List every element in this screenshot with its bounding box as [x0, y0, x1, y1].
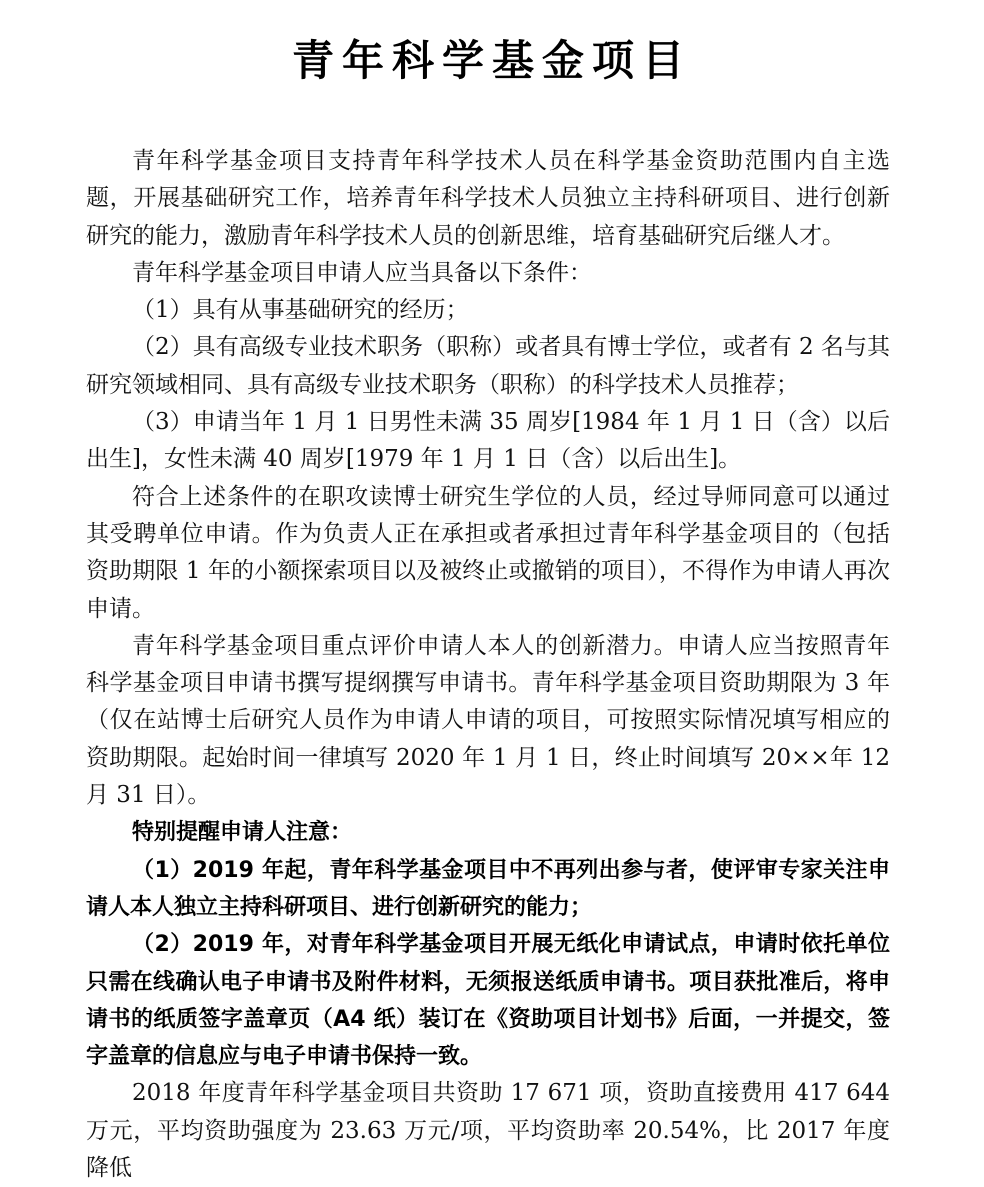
notice-heading: 特别提醒申请人注意： — [132, 820, 353, 846]
page-title: 青年科学基金项目 — [291, 36, 692, 85]
condition-item-3: （3）申请当年 1 月 1 日男性未满 35 周岁[1984 年 1 月 1 日（含）以后出生]，女性未满 40 周岁[1979 年 1 月 1 日（含）以后出生]。 — [86, 409, 890, 473]
intro-paragraph: 青年科学基金项目支持青年科学技术人员在科学基金资助范围内自主选题，开展基础研究工作，培养青年科学技术人员独立主持科研项目、进行创新研究的能力，激励青年科学技术人员的创新思维，培育基础研究后继人才。 — [86, 148, 890, 249]
condition-item-1: （1）具有从事基础研究的经历； — [132, 297, 469, 324]
condition-item-2: （2）具有高级专业技术职务（职称）或者具有博士学位，或者有 2 名与其研究领域相同、具有高级专业技术职务（职称）的科学技术人员推荐； — [86, 334, 890, 398]
notice-item-1: （1）2019 年起，青年科学基金项目中不再列出参与者，使评审专家关注申请人本人独立主持科研项目、进行创新研究的能力； — [86, 857, 890, 920]
evaluation-paragraph: 青年科学基金项目重点评价申请人本人的创新潜力。申请人应当按照青年科学基金项目申请书撰写提纲撰写申请书。青年科学基金项目资助期限为 3 年（仅在站博士后研究人员作为申请人申请的项目，可按照实际情况填写相应的资助期限。起始时间一律填写 2020 年 1 月 1 日，终止时间填写 20××年 12 月 31 日）。 — [86, 632, 890, 809]
conditions-heading: 青年科学基金项目申请人应当具备以下条件： — [132, 259, 592, 286]
document-body — [86, 143, 890, 1187]
statistics-paragraph: 2018 年度青年科学基金项目共资助 17 671 项，资助直接费用 417 644 万元，平均资助强度为 23.63 万元/项，平均资助率 20.54%，比 2017 年度降低 — [86, 1080, 890, 1182]
notice-item-2: （2）2019 年，对青年科学基金项目开展无纸化申请试点，申请时依托单位只需在线确认电子申请书及附件材料，无须报送纸质申请书。项目获批准后，将申请书的纸质签字盖章页（A4 纸）装订在《资助项目计划书》后面，一并提交，签字盖章的信息应与电子申请书保持一致。 — [86, 932, 890, 1070]
eligibility-paragraph: 符合上述条件的在职攻读博士研究生学位的人员，经过导师同意可以通过其受聘单位申请。作为负责人正在承担或者承担过青年科学基金项目的（包括资助期限 1 年的小额探索项目以及被终止或撤销的项目），不得作为申请人再次申请。 — [86, 483, 890, 622]
